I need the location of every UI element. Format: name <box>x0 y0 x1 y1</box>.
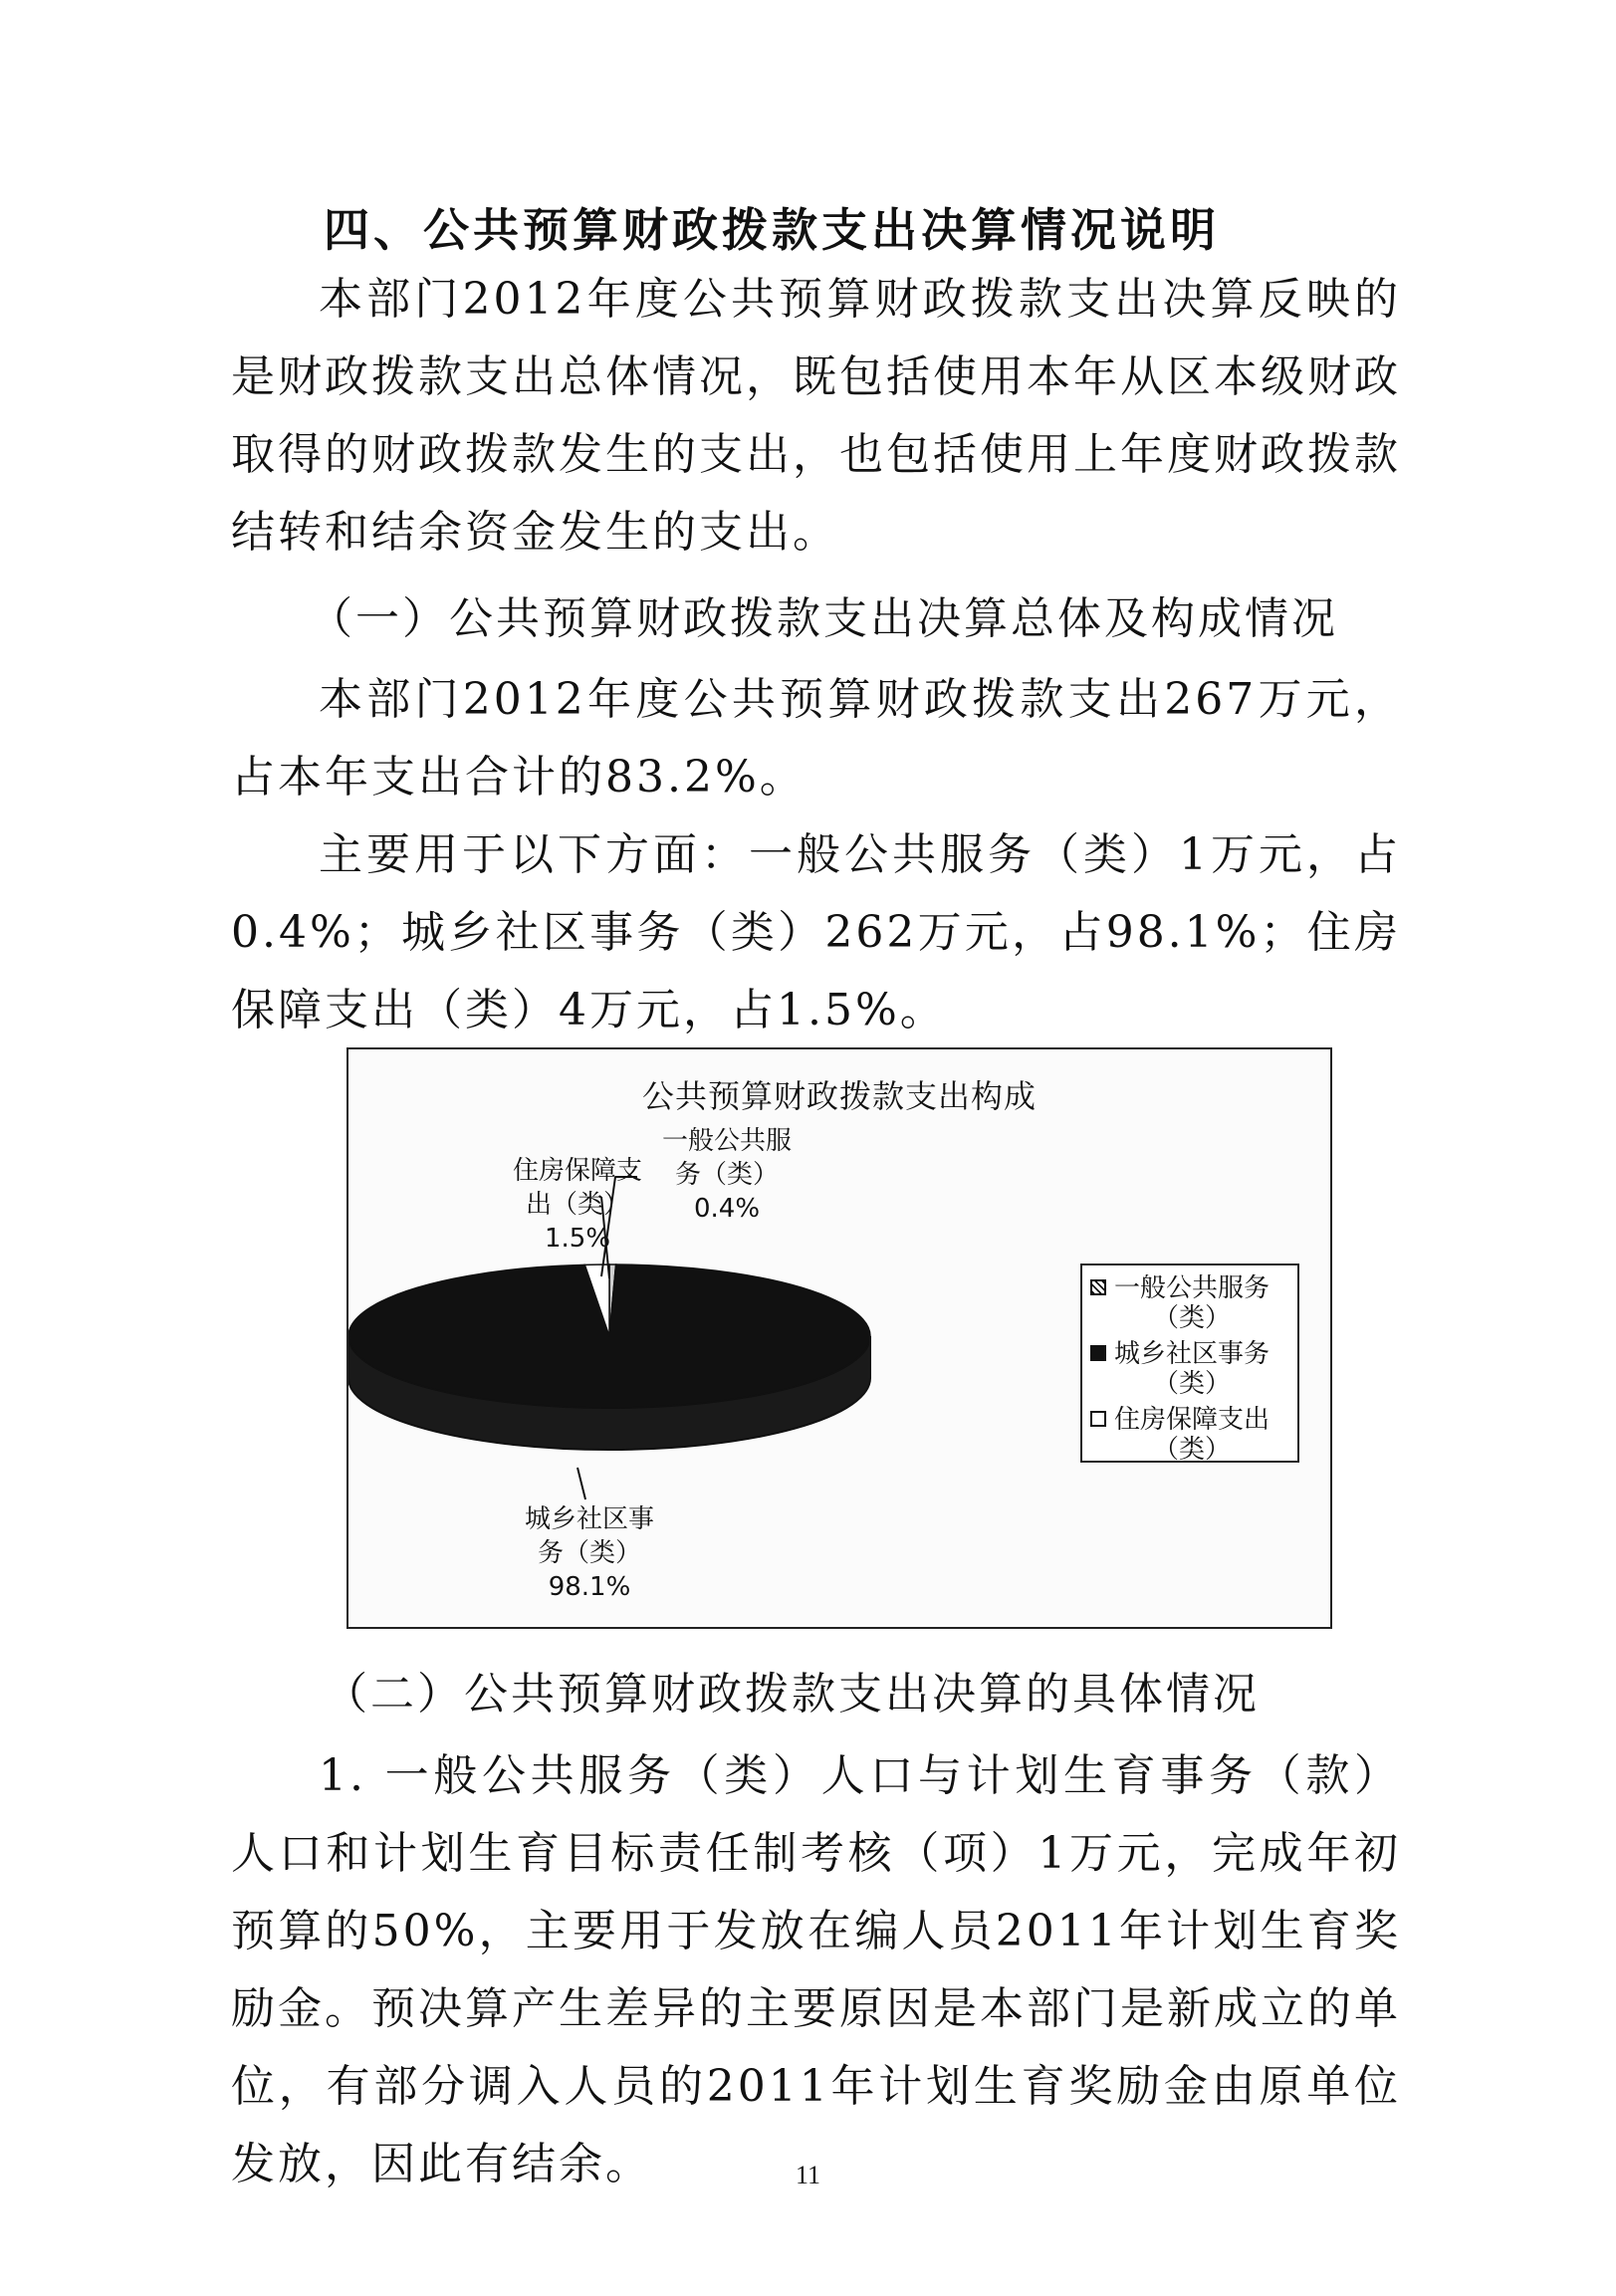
section1-text-2: 主要用于以下方面：一般公共服务（类）1万元，占0.4%；城乡社区事务（类）262万元，占98.1%；住房保障支出（类）4万元，占1.5%。 <box>231 829 1401 1035</box>
label-general-line1: 一般公共服 <box>661 1126 792 1156</box>
section-heading: 四、公共预算财政拨款支出决算情况说明 <box>324 203 1220 257</box>
legend-urban-line1: 城乡社区事务 <box>1114 1339 1270 1369</box>
pie-group <box>348 1264 870 1450</box>
section1-paragraph-2 <box>231 816 1401 1049</box>
label-urban-line1: 城乡社区事 <box>524 1504 654 1534</box>
legend-swatch-general <box>1090 1279 1106 1295</box>
section2-paragraph-1 <box>231 1737 1401 2203</box>
label-housing-line2: 出（类） <box>525 1190 629 1220</box>
label-general-line2: 务（类） <box>674 1160 779 1190</box>
legend-text-housing <box>1114 1405 1270 1465</box>
label-urban-line2: 务（类） <box>537 1538 641 1568</box>
label-urban <box>500 1502 679 1604</box>
legend-text-urban <box>1114 1339 1270 1399</box>
legend-item-urban <box>1088 1339 1291 1399</box>
section2-text-1: 1. 一般公共服务（类）人口与计划生育事务（款）人口和计划生育目标责任制考核（项）1万元，完成年初预算的50%，主要用于发放在编人员2011年计划生育奖励金。预决算产生差异的主要原因是本部门是新成立的单位，有部分调入人员的2011年计划生育奖励金由原单位发放，因此有结余。 <box>231 1750 1401 2189</box>
legend-swatch-housing <box>1090 1411 1106 1427</box>
section2-title: （二）公共预算财政拨款支出决算的具体情况 <box>324 1669 1260 1720</box>
legend-item-housing <box>1088 1405 1291 1465</box>
label-urban-value: 98.1% <box>548 1572 631 1602</box>
legend-swatch-urban <box>1090 1345 1106 1361</box>
label-general <box>637 1124 816 1226</box>
page-number: 11 <box>795 2161 821 2189</box>
section1-title: （一）公共预算财政拨款支出决算总体及构成情况 <box>309 593 1338 644</box>
label-housing-line1: 住房保障支 <box>512 1156 642 1186</box>
legend-housing-line2: （类） <box>1153 1435 1232 1465</box>
legend-general-line2: （类） <box>1153 1303 1232 1333</box>
intro-paragraph <box>231 261 1401 572</box>
leader-line-urban <box>577 1468 585 1499</box>
intro-text: 本部门2012年度公共预算财政拨款支出决算反映的是财政拨款支出总体情况，既包括使用本年从区本级财政取得的财政拨款发生的支出，也包括使用上年度财政拨款结转和结余资金发生的支出。 <box>231 274 1401 558</box>
legend-urban-line2: （类） <box>1153 1369 1232 1399</box>
chart-title: 公共预算财政拨款支出构成 <box>641 1077 1037 1115</box>
legend-general-line1: 一般公共服务 <box>1114 1273 1270 1303</box>
section1-paragraph-1 <box>231 661 1401 816</box>
legend-housing-line1: 住房保障支出 <box>1114 1405 1270 1435</box>
pie-chart <box>346 1047 1332 1629</box>
chart-legend <box>1080 1263 1299 1463</box>
section1-text-1: 本部门2012年度公共预算财政拨款支出267万元，占本年支出合计的83.2%。 <box>231 674 1401 803</box>
legend-text-general <box>1114 1273 1270 1333</box>
legend-item-general <box>1088 1273 1291 1333</box>
label-housing-value: 1.5% <box>544 1224 611 1254</box>
label-general-value: 0.4% <box>693 1194 761 1224</box>
